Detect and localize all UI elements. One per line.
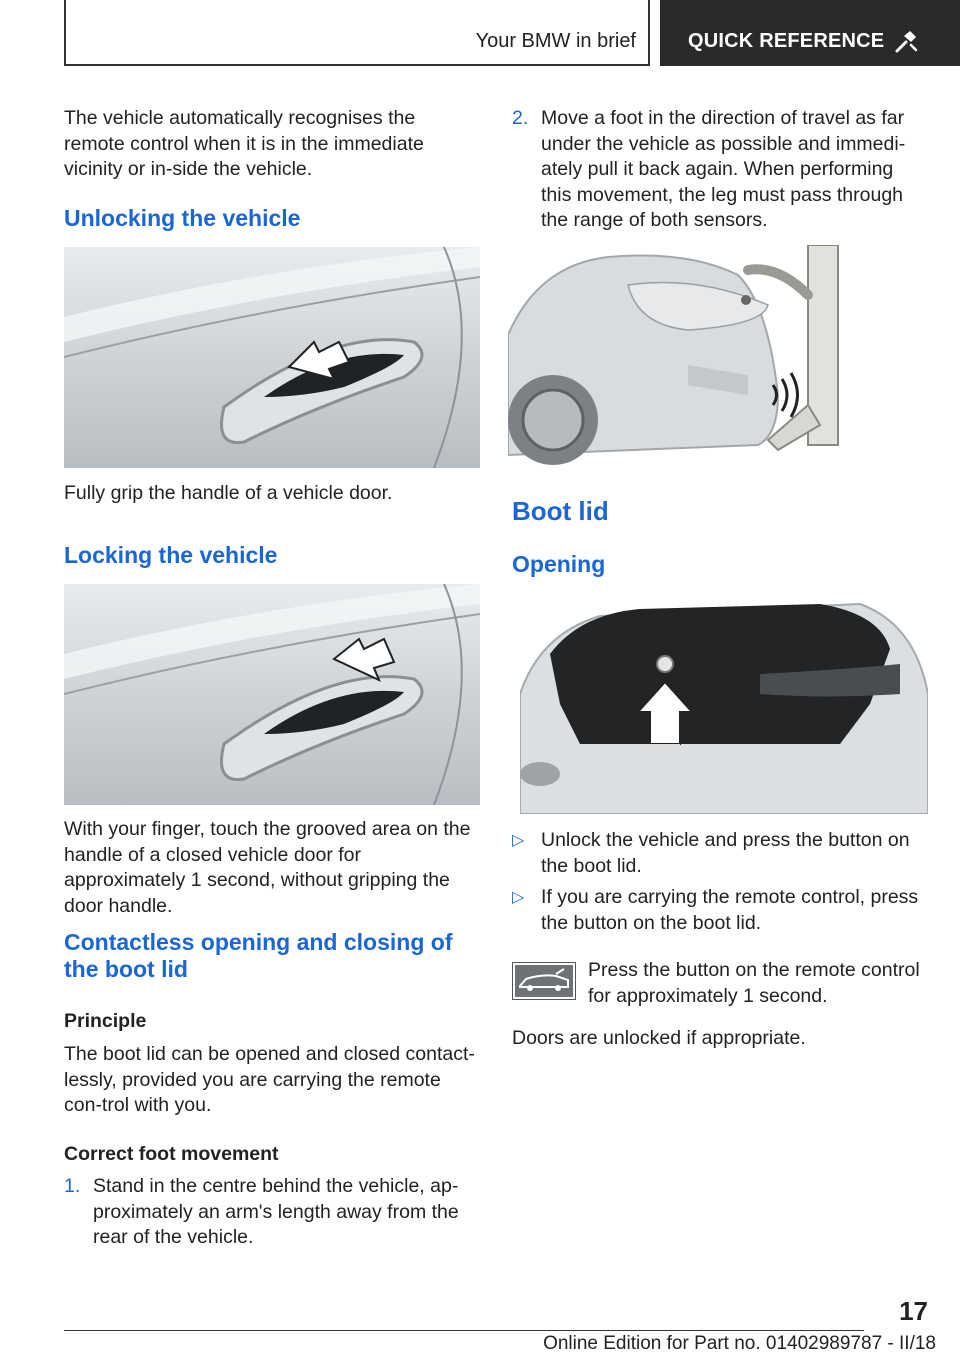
- section-title: QUICK REFERENCE: [688, 30, 885, 52]
- step-1: [64, 1174, 480, 1254]
- header-bottom-rule: [64, 64, 650, 66]
- bullet-text: Unlock the vehicle and press the button on the boot lid.: [541, 829, 910, 877]
- doors-unlocked-note: Doors are unlocked if appropriate.: [512, 1027, 806, 1049]
- step-2-number: 2.: [512, 107, 529, 129]
- footer-rule: [64, 1330, 864, 1331]
- door-handle-unlock-figure: [64, 247, 480, 468]
- lock-instruction: With your finger, touch the grooved area on the handle of a closed vehicle door for approximately 1 second, without gripping the door handle.: [64, 818, 471, 917]
- unlocking-heading: Unlocking the vehicle: [64, 205, 301, 231]
- step-1-text: Stand in the centre behind the vehicle, ap‐proximately an arm's length away from the rear of the vehicle.: [93, 1175, 459, 1248]
- bullet-marker: ▷: [512, 889, 525, 906]
- step-2-text: Move a foot in the direction of travel as far under the vehicle as possible and immedi‐ately pull it back again. When performing this movement, the leg must pass through the range of both sensors.: [541, 107, 906, 231]
- contactless-heading: Contactless opening and closing of the boot lid: [64, 929, 453, 982]
- wrench-hammer-icon: [894, 28, 920, 54]
- step-1-number: 1.: [64, 1175, 81, 1197]
- intro-paragraph: The vehicle automatically recognises the remote control when it is in the immediate vicinity or in‐side the vehicle.: [64, 107, 424, 180]
- edition-info: Online Edition for Part no. 01402989787 - II/18: [543, 1333, 936, 1354]
- bullet-marker: ▷: [512, 832, 525, 849]
- locking-heading: Locking the vehicle: [64, 542, 278, 568]
- bullet-text: If you are carrying the remote control, press the button on the boot lid.: [541, 886, 919, 934]
- foot-movement-heading: Correct foot movement: [64, 1143, 279, 1165]
- bullet-remote-carry: [512, 885, 928, 937]
- unlock-instruction: Fully grip the handle of a vehicle door.: [64, 482, 393, 504]
- header-separator: [648, 0, 650, 66]
- remote-instruction: Press the button on the remote control for approximately 1 second.: [588, 959, 920, 1007]
- car-boot-key-icon: [512, 962, 576, 1000]
- principle-heading: Principle: [64, 1010, 147, 1032]
- page-number: 17: [899, 1296, 928, 1326]
- section-tab: [660, 0, 960, 66]
- door-handle-lock-figure: [64, 584, 480, 805]
- boot-lid-heading: Boot lid: [512, 496, 609, 526]
- bullet-unlock-press: [512, 828, 928, 880]
- chapter-title: Your BMW in brief: [475, 30, 636, 52]
- principle-text: The boot lid can be opened and closed contact‐lessly, provided you are carrying the remote con‐trol with you.: [64, 1043, 475, 1116]
- header-left-rule: [64, 0, 66, 66]
- boot-lid-figure: [520, 594, 928, 814]
- step-2: [512, 106, 928, 236]
- opening-heading: Opening: [512, 551, 606, 577]
- foot-movement-figure: [508, 245, 860, 465]
